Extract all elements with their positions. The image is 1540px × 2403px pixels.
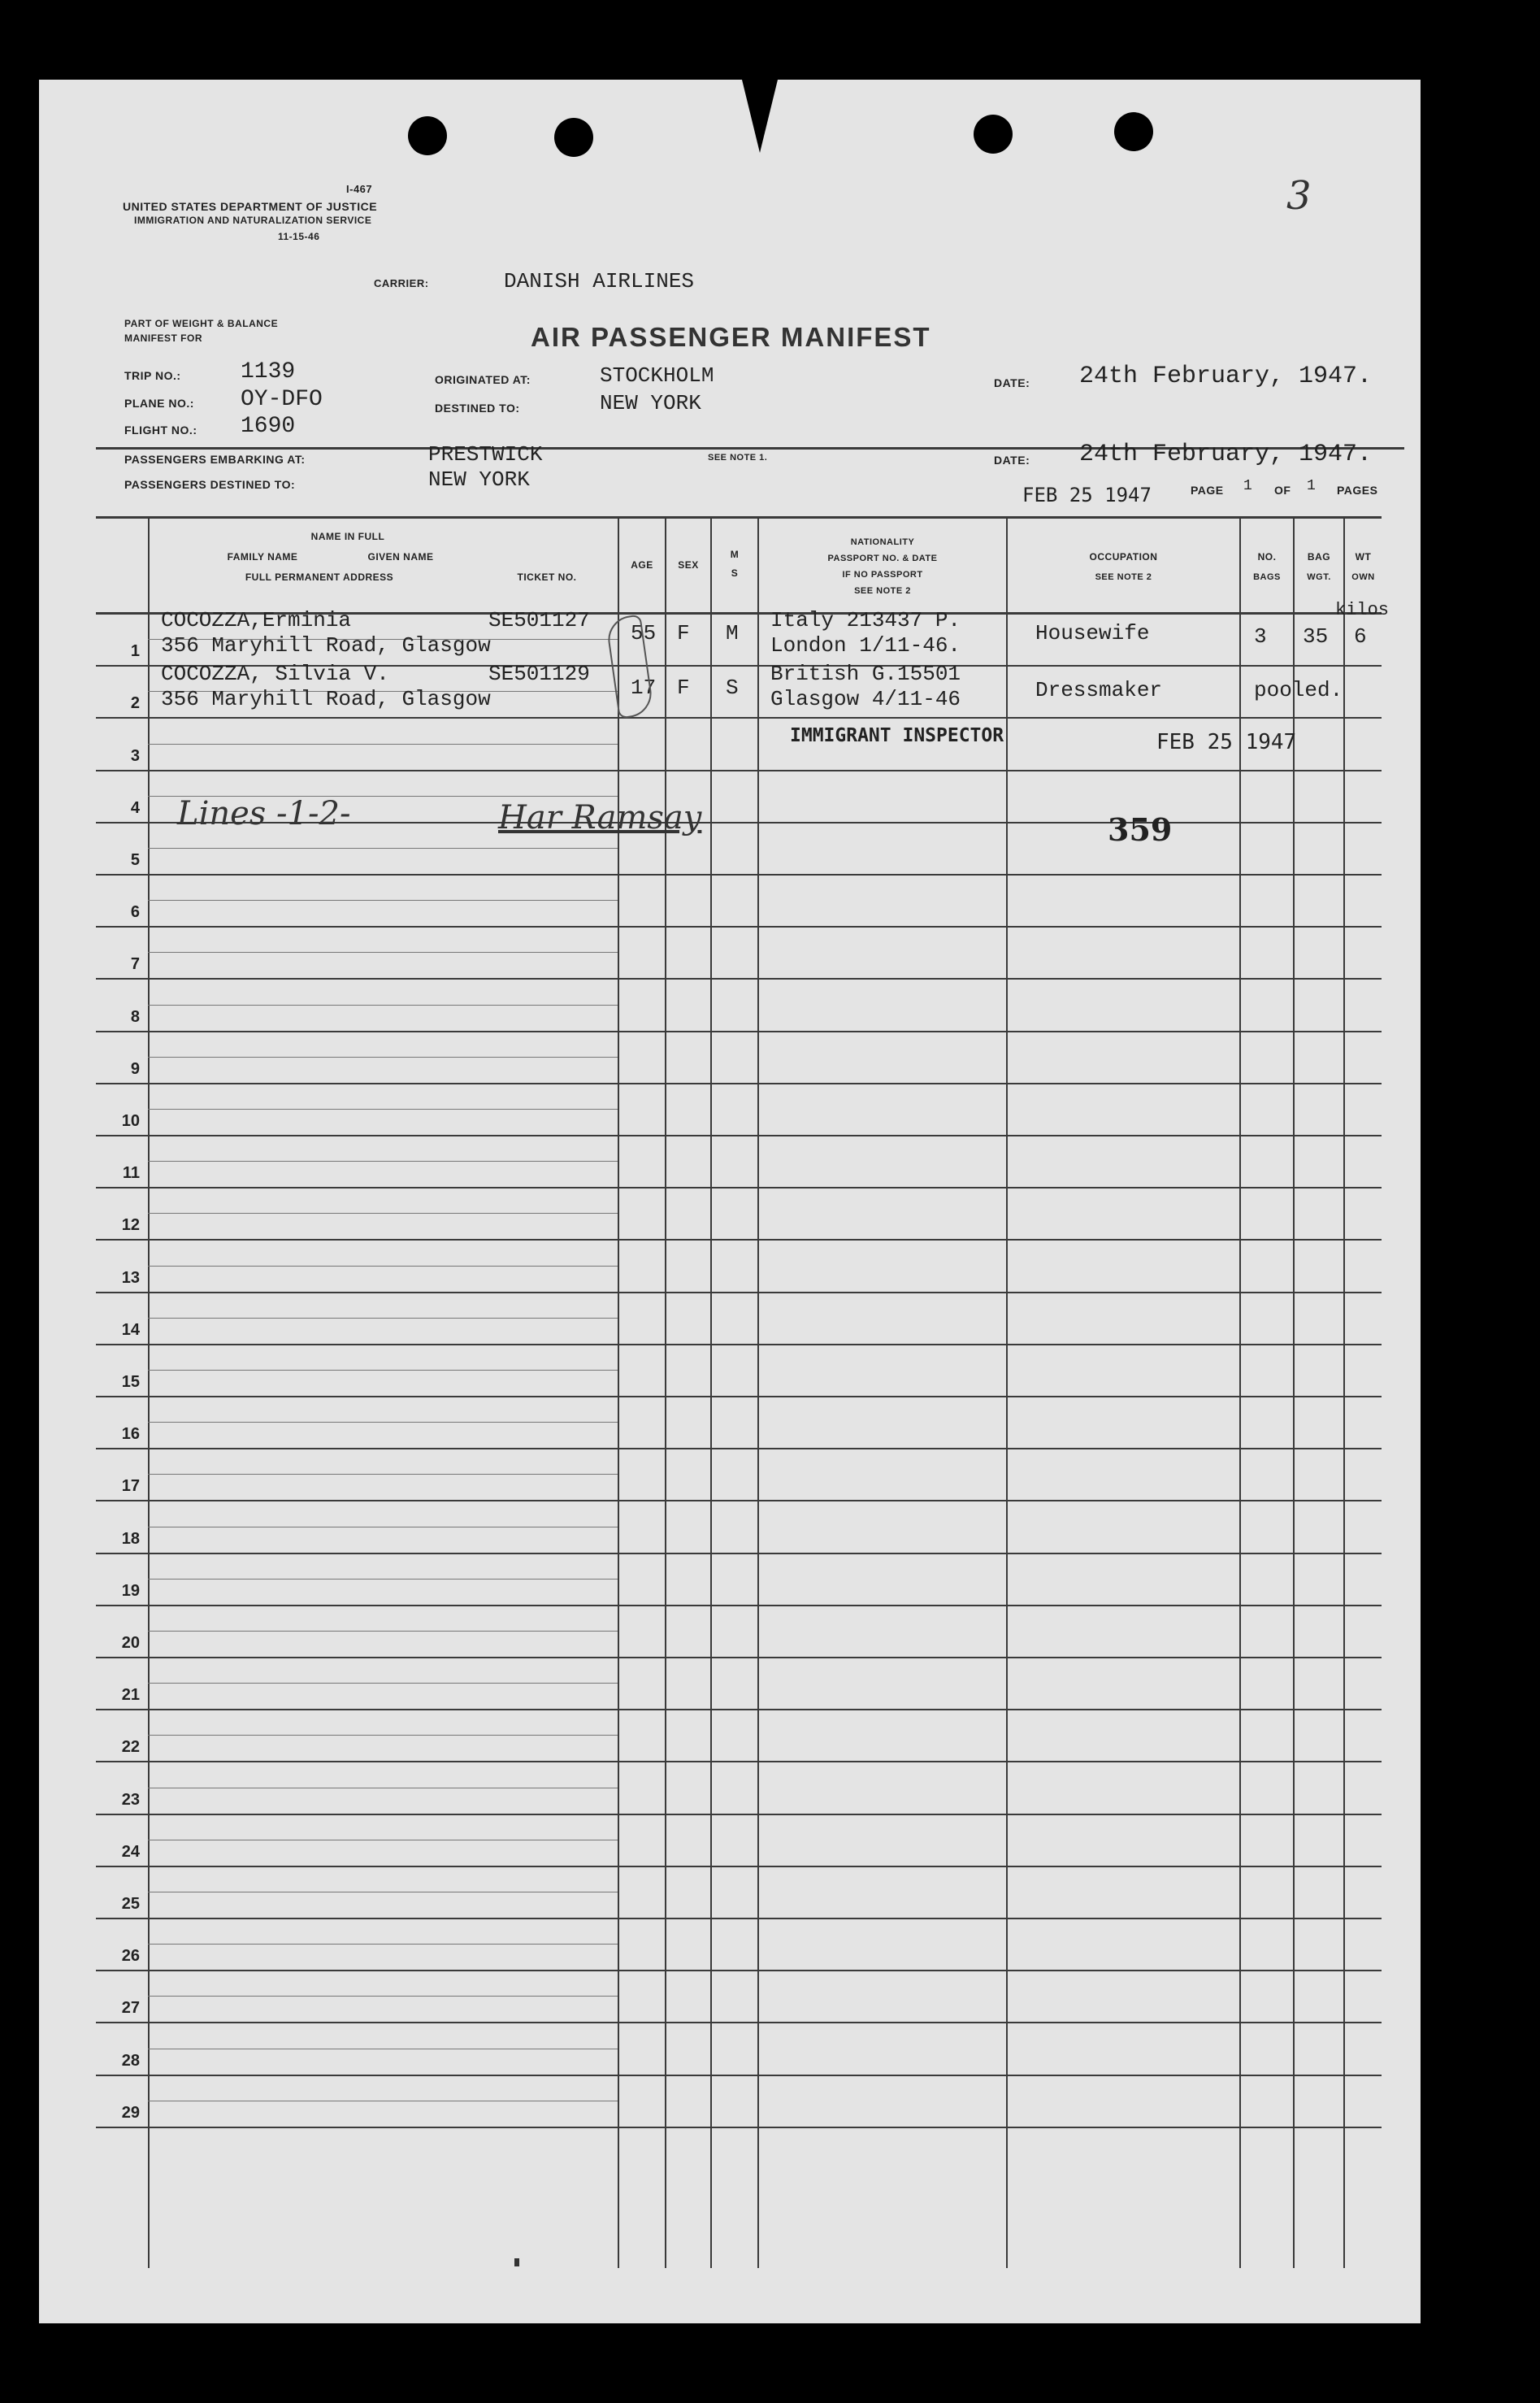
page-total: 1 bbox=[1307, 478, 1316, 494]
row-midline bbox=[148, 1161, 618, 1162]
row-number: 14 bbox=[121, 1321, 140, 1339]
inspector-signature: Har Ramsay bbox=[498, 799, 702, 836]
destined-label: DESTINED TO: bbox=[435, 402, 520, 415]
row-line bbox=[96, 1709, 1382, 1710]
row-number: 13 bbox=[121, 1269, 140, 1287]
trip-label: TRIP NO.: bbox=[124, 369, 181, 382]
punch-hole bbox=[1114, 112, 1153, 151]
column-divider bbox=[757, 516, 759, 2268]
row-number: 7 bbox=[130, 955, 140, 973]
header-passport: PASSPORT NO. & DATE bbox=[827, 554, 938, 563]
date-value: 24th February, 1947. bbox=[1079, 363, 1373, 390]
column-divider bbox=[1239, 516, 1241, 2268]
row-number: 25 bbox=[121, 1895, 140, 1913]
row-midline bbox=[148, 1631, 618, 1632]
passenger-ticket: SE501129 bbox=[488, 662, 590, 686]
row-number: 29 bbox=[121, 2104, 140, 2122]
row-number: 22 bbox=[121, 1738, 140, 1756]
row-midline bbox=[148, 744, 618, 745]
row-midline bbox=[148, 1996, 618, 1997]
row-midline bbox=[148, 1370, 618, 1371]
passenger-bag-weight: 35 bbox=[1303, 624, 1329, 649]
received-date-stamp: FEB 25 1947 bbox=[1022, 484, 1152, 506]
row-midline bbox=[148, 1318, 618, 1319]
header-own: OWN bbox=[1351, 572, 1375, 582]
passenger-name: COCOZZA,Erminia bbox=[161, 608, 352, 632]
row-midline bbox=[148, 1735, 618, 1736]
row-midline bbox=[148, 1109, 618, 1110]
row-number: 1 bbox=[130, 642, 140, 660]
row-number: 2 bbox=[130, 694, 140, 712]
column-divider bbox=[148, 516, 150, 2268]
row-number: 12 bbox=[121, 1216, 140, 1234]
service-name: IMMIGRATION AND NATURALIZATION SERVICE bbox=[134, 215, 372, 226]
plane-label: PLANE NO.: bbox=[124, 397, 194, 410]
row-midline bbox=[148, 1213, 618, 1214]
row-line bbox=[96, 1083, 1382, 1084]
carrier-value: DANISH AIRLINES bbox=[504, 269, 695, 293]
passengers-destined-value: NEW YORK bbox=[428, 467, 530, 492]
punch-hole bbox=[408, 116, 447, 155]
row-midline bbox=[148, 1944, 618, 1945]
header-age: AGE bbox=[631, 559, 653, 571]
torn-edge bbox=[742, 80, 778, 153]
row-line bbox=[96, 1970, 1382, 1971]
passenger-ticket: SE501127 bbox=[488, 608, 590, 632]
header-given-name: GIVEN NAME bbox=[367, 551, 434, 563]
passengers-destined-label: PASSENGERS DESTINED TO: bbox=[124, 478, 296, 491]
date-label: DATE: bbox=[994, 376, 1030, 389]
embark-value: PRESTWICK bbox=[428, 442, 543, 467]
row-line bbox=[96, 1605, 1382, 1606]
row-midline bbox=[148, 1579, 618, 1580]
row-line bbox=[96, 874, 1382, 876]
row-number: 4 bbox=[130, 799, 140, 817]
passenger-sex: F bbox=[677, 676, 690, 700]
row-number: 10 bbox=[121, 1112, 140, 1130]
row-midline bbox=[148, 1057, 618, 1058]
row-line bbox=[96, 978, 1382, 980]
row-number: 6 bbox=[130, 903, 140, 921]
passenger-address: 356 Maryhill Road, Glasgow bbox=[161, 633, 491, 658]
date2-label: DATE: bbox=[994, 454, 1030, 467]
row-midline bbox=[148, 900, 618, 901]
row-line bbox=[96, 1239, 1382, 1241]
passenger-own-weight: 6 bbox=[1354, 624, 1367, 649]
row-number: 16 bbox=[121, 1425, 140, 1443]
trip-value: 1139 bbox=[241, 359, 296, 385]
column-divider bbox=[1293, 516, 1295, 2268]
passenger-name: COCOZZA, Silvia V. bbox=[161, 662, 389, 686]
header-no-bags: NO. bbox=[1257, 551, 1277, 563]
row-number: 9 bbox=[130, 1060, 140, 1078]
header-nationality: NATIONALITY bbox=[850, 537, 915, 547]
passenger-marital: S bbox=[726, 676, 739, 700]
header-no-passport: IF NO PASSPORT bbox=[842, 570, 923, 580]
header-bag-weight: WGT. bbox=[1307, 572, 1331, 582]
header-address: FULL PERMANENT ADDRESS bbox=[245, 571, 394, 583]
header-see-note-2: SEE NOTE 2 bbox=[854, 586, 911, 596]
row-midline bbox=[148, 1266, 618, 1267]
row-number: 21 bbox=[121, 1686, 140, 1704]
header-marital-m: M bbox=[730, 549, 740, 560]
passenger-address: 356 Maryhill Road, Glasgow bbox=[161, 687, 491, 711]
row-number: 27 bbox=[121, 1999, 140, 2017]
row-midline bbox=[148, 1683, 618, 1684]
row-number: 23 bbox=[121, 1791, 140, 1809]
manifest-sheet bbox=[39, 80, 1421, 2323]
stray-mark bbox=[514, 2258, 519, 2266]
header-occupation-note: SEE NOTE 2 bbox=[1095, 572, 1152, 582]
header-ticket-no: TICKET NO. bbox=[517, 571, 577, 583]
row-line bbox=[96, 1031, 1382, 1032]
passenger-nationality: British G.15501 bbox=[770, 662, 961, 686]
row-line bbox=[96, 1761, 1382, 1762]
row-line bbox=[96, 1814, 1382, 1815]
column-divider bbox=[618, 516, 619, 2268]
form-date: 11-15-46 bbox=[278, 231, 320, 242]
row-line bbox=[96, 770, 1382, 771]
row-number: 3 bbox=[130, 747, 140, 765]
column-divider bbox=[1006, 516, 1008, 2268]
form-number: I-467 bbox=[346, 183, 373, 195]
row-number: 17 bbox=[121, 1477, 140, 1495]
passenger-passport-place: London 1/11-46. bbox=[770, 633, 961, 658]
row-line bbox=[96, 1292, 1382, 1293]
date2-value: 24th February, 1947. bbox=[1079, 441, 1373, 468]
row-line bbox=[96, 1553, 1382, 1554]
row-midline bbox=[148, 848, 618, 849]
row-number: 8 bbox=[130, 1008, 140, 1026]
row-midline bbox=[148, 1005, 618, 1006]
flight-label: FLIGHT NO.: bbox=[124, 424, 197, 437]
row-line bbox=[96, 2022, 1382, 2023]
header-bags: BAGS bbox=[1253, 572, 1281, 582]
manifest-title: AIR PASSENGER MANIFEST bbox=[531, 322, 931, 352]
column-divider bbox=[665, 516, 666, 2268]
part-label: PART OF WEIGHT & BALANCE bbox=[124, 318, 279, 329]
originated-label: ORIGINATED AT: bbox=[435, 373, 531, 386]
passenger-occupation: Dressmaker bbox=[1035, 678, 1163, 702]
row-midline bbox=[148, 1474, 618, 1475]
table-top-line bbox=[96, 516, 1382, 519]
flight-value: 1690 bbox=[241, 414, 296, 439]
of-label: OF bbox=[1274, 484, 1291, 497]
passenger-marital: M bbox=[726, 621, 739, 645]
row-line bbox=[96, 1657, 1382, 1658]
inspector-stamp: IMMIGRANT INSPECTOR bbox=[790, 725, 1004, 746]
department-name: UNITED STATES DEPARTMENT OF JUSTICE bbox=[123, 200, 378, 213]
passenger-occupation: Housewife bbox=[1035, 621, 1150, 645]
row-line bbox=[96, 1344, 1382, 1345]
page-label: PAGE bbox=[1191, 484, 1224, 497]
page-no: 1 bbox=[1243, 478, 1252, 494]
embark-label: PASSENGERS EMBARKING AT: bbox=[124, 453, 306, 466]
row-number: 28 bbox=[121, 2052, 140, 2070]
weight-units: kilos bbox=[1335, 600, 1390, 620]
row-line bbox=[96, 717, 1382, 719]
manifest-for-label: MANIFEST FOR bbox=[124, 332, 202, 344]
carrier-label: CARRIER: bbox=[374, 277, 429, 289]
count-stamp: 359 bbox=[1108, 811, 1173, 848]
column-divider bbox=[710, 516, 712, 2268]
row-midline bbox=[148, 952, 618, 953]
passenger-age: 55 bbox=[631, 621, 657, 645]
page-mark: 3 bbox=[1286, 173, 1312, 219]
header-marital-s: S bbox=[731, 567, 739, 579]
column-divider bbox=[1343, 516, 1345, 2268]
passenger-passport-place: Glasgow 4/11-46 bbox=[770, 687, 961, 711]
passenger-bags: 3 bbox=[1254, 624, 1267, 649]
row-number: 26 bbox=[121, 1947, 140, 1965]
row-number: 18 bbox=[121, 1530, 140, 1548]
row-number: 24 bbox=[121, 1843, 140, 1861]
header-wt: WT bbox=[1355, 551, 1372, 563]
see-note: SEE NOTE 1. bbox=[708, 453, 768, 463]
pages-label: PAGES bbox=[1337, 484, 1378, 497]
row-line bbox=[96, 1918, 1382, 1919]
passenger-nationality: Italy 213437 P. bbox=[770, 608, 961, 632]
row-line bbox=[96, 1500, 1382, 1501]
inspector-date-stamp: FEB 25 1947 bbox=[1156, 730, 1297, 754]
row-line bbox=[96, 1866, 1382, 1867]
row-line bbox=[96, 1396, 1382, 1397]
punch-hole bbox=[554, 118, 593, 157]
header-bag: BAG bbox=[1307, 551, 1331, 563]
row-line bbox=[96, 2127, 1382, 2128]
row-number: 20 bbox=[121, 1634, 140, 1652]
row-number: 15 bbox=[121, 1373, 140, 1391]
row-number: 19 bbox=[121, 1582, 140, 1600]
row-number: 11 bbox=[122, 1164, 140, 1182]
row-line bbox=[96, 1187, 1382, 1188]
row-line bbox=[96, 926, 1382, 928]
header-sex: SEX bbox=[678, 559, 699, 571]
row-number: 5 bbox=[130, 851, 140, 869]
passenger-sex: F bbox=[677, 621, 690, 645]
row-line bbox=[96, 2075, 1382, 2076]
row-line bbox=[96, 1448, 1382, 1449]
header-family-name: FAMILY NAME bbox=[227, 551, 298, 563]
header-occupation: OCCUPATION bbox=[1089, 551, 1158, 563]
plane-value: OY-DFO bbox=[241, 387, 323, 412]
passenger-age: 17 bbox=[631, 676, 657, 700]
lines-note: Lines -1-2- bbox=[177, 795, 351, 832]
passenger-bag-weight: pooled. bbox=[1254, 678, 1343, 702]
destined-value: NEW YORK bbox=[600, 391, 701, 415]
row-midline bbox=[148, 1422, 618, 1423]
punch-hole bbox=[974, 115, 1013, 154]
row-line bbox=[96, 1135, 1382, 1136]
originated-value: STOCKHOLM bbox=[600, 363, 714, 388]
header-name-in-full: NAME IN FULL bbox=[310, 531, 385, 542]
